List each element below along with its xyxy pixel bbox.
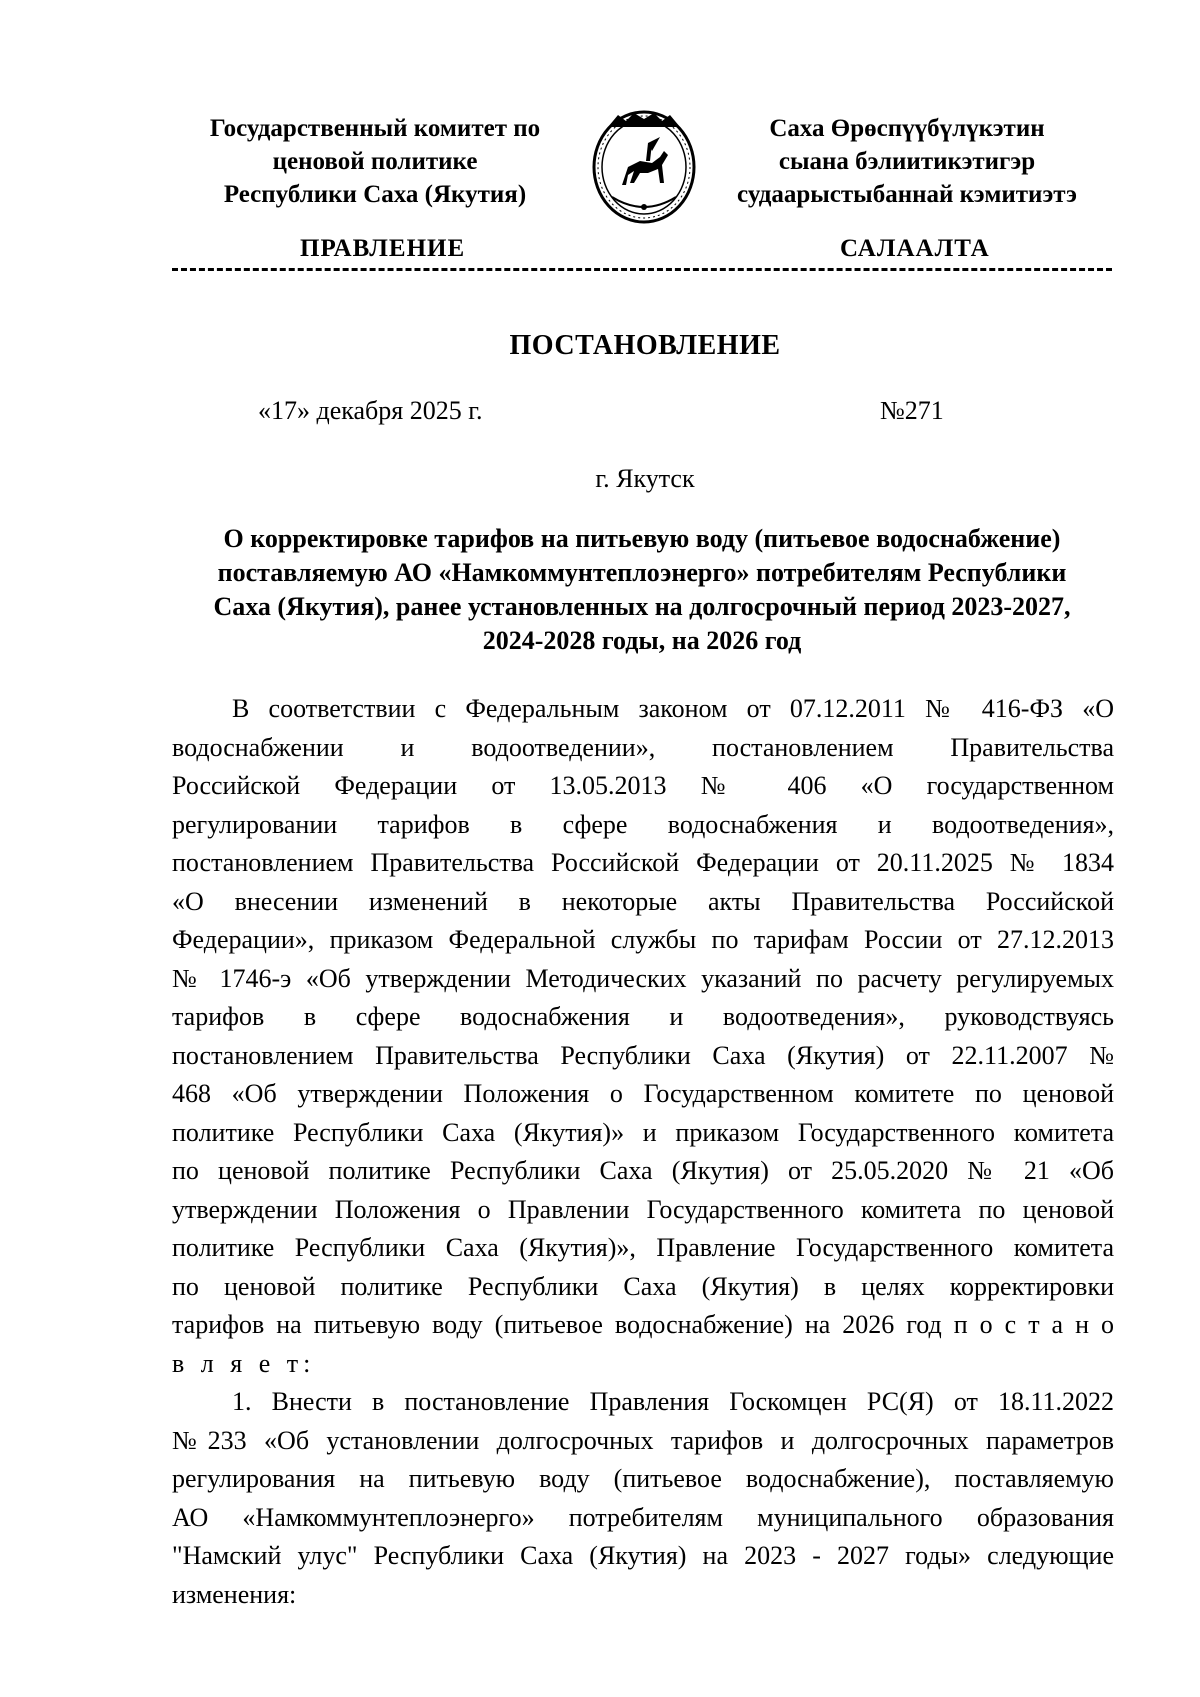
committee-name-line: Саха Өрөспүүбүлүкэтин bbox=[769, 115, 1045, 142]
document-subject bbox=[172, 522, 1112, 658]
body-line: в л я е т: bbox=[172, 1348, 316, 1378]
republic-emblem-icon bbox=[590, 107, 698, 225]
item-1-line: "Намский улус" Республики Саха (Якутия) на 2023 - 2027 годы» следующие bbox=[172, 1541, 1114, 1570]
board-label-yakut: САЛААЛТА bbox=[840, 235, 990, 262]
body-line: тарифов на питьевую воду (питьевое водоснабжение) на 2026 год п о с т а н о bbox=[172, 1310, 1114, 1339]
body-line: по ценовой политике Республики Саха (Якутия) в целях корректировки bbox=[172, 1271, 1114, 1301]
committee-name-line: сыана бэлиитикэтигэр bbox=[778, 148, 1036, 175]
body-line: водоснабжении и водоотведении», постановлением Правительства bbox=[172, 732, 1114, 762]
header-divider bbox=[172, 268, 1112, 271]
body-line: регулировании тарифов в сфере водоснабжения и водоотведения», bbox=[172, 809, 1114, 839]
committee-name-russian bbox=[170, 112, 580, 211]
subject-line: Саха (Якутия), ранее установленных на долгосрочный период 2023-2027, bbox=[213, 592, 1071, 621]
document-number: №271 bbox=[880, 396, 944, 425]
body-line: Федерации», приказом Федеральной службы по тарифам России от 27.12.2013 bbox=[172, 925, 1114, 954]
document-body bbox=[172, 690, 1114, 1614]
body-line: тарифов в сфере водоснабжения и водоотведения», руководствуясь bbox=[172, 1002, 1114, 1031]
item-1-line: изменения: bbox=[172, 1579, 297, 1609]
body-line: постановлением Правительства Российской Федерации от 20.11.2025 № 1834 bbox=[172, 848, 1114, 877]
committee-name-line: Республики Саха (Якутия) bbox=[223, 181, 527, 208]
item-1-line: №233 «Об установлении долгосрочных тарифов и долгосрочных параметров bbox=[172, 1425, 1114, 1455]
item-1-line: регулирования на питьевую воду (питьевое водоснабжение), поставляемую bbox=[172, 1464, 1114, 1493]
body-line: В соответствии с Федеральным законом от 07.12.2011 № 416-ФЗ «О bbox=[232, 694, 1114, 723]
body-line: 468 «Об утверждении Положения о Государственном комитете по ценовой bbox=[172, 1079, 1114, 1108]
document-city: г. Якутск bbox=[595, 464, 695, 493]
body-line: политике Республики Саха (Якутия)» и приказом Государственного комитета bbox=[172, 1117, 1114, 1147]
body-line: по ценовой политике Республики Саха (Якутия) от 25.05.2020 № 21 «Об bbox=[172, 1156, 1114, 1185]
body-line: утверждении Положения о Правлении Государственного комитета по ценовой bbox=[172, 1194, 1114, 1224]
document-title: ПОСТАНОВЛЕНИЕ bbox=[509, 330, 781, 361]
document-date: «17» декабря 2025 г. bbox=[258, 396, 483, 425]
subject-line: 2024-2028 годы, на 2026 год bbox=[482, 626, 802, 655]
committee-name-line: судаарыстыбаннай кэмитиэтэ bbox=[737, 181, 1077, 208]
item-1-line: АО «Намкоммунтеплоэнерго» потребителям муниципального образования bbox=[172, 1502, 1114, 1532]
body-line: Российской Федерации от 13.05.2013 № 406 «О государственном bbox=[172, 771, 1114, 800]
board-label-russian: ПРАВЛЕНИЕ bbox=[300, 235, 466, 262]
item-1-line: 1. Внести в постановление Правления Госкомцен РС(Я) от 18.11.2022 bbox=[232, 1387, 1114, 1416]
body-line: политике Республики Саха (Якутия)», Правление Государственного комитета bbox=[172, 1233, 1114, 1262]
body-line: «О внесении изменений в некоторые акты Правительства Российской bbox=[172, 886, 1114, 916]
committee-name-line: Государственный комитет по bbox=[209, 115, 541, 142]
committee-name-line: ценовой политике bbox=[272, 148, 478, 175]
body-line: № 1746-э «Об утверждении Методических указаний по расчету регулируемых bbox=[172, 963, 1114, 993]
subject-line: поставляемую АО «Намкоммунтеплоэнерго» потребителям Республики bbox=[217, 558, 1067, 587]
subject-line: О корректировке тарифов на питьевую воду (питьевое водоснабжение) bbox=[223, 524, 1061, 553]
body-line: постановлением Правительства Республики Саха (Якутия) от 22.11.2007 № bbox=[172, 1040, 1114, 1070]
committee-name-yakut bbox=[712, 112, 1102, 211]
